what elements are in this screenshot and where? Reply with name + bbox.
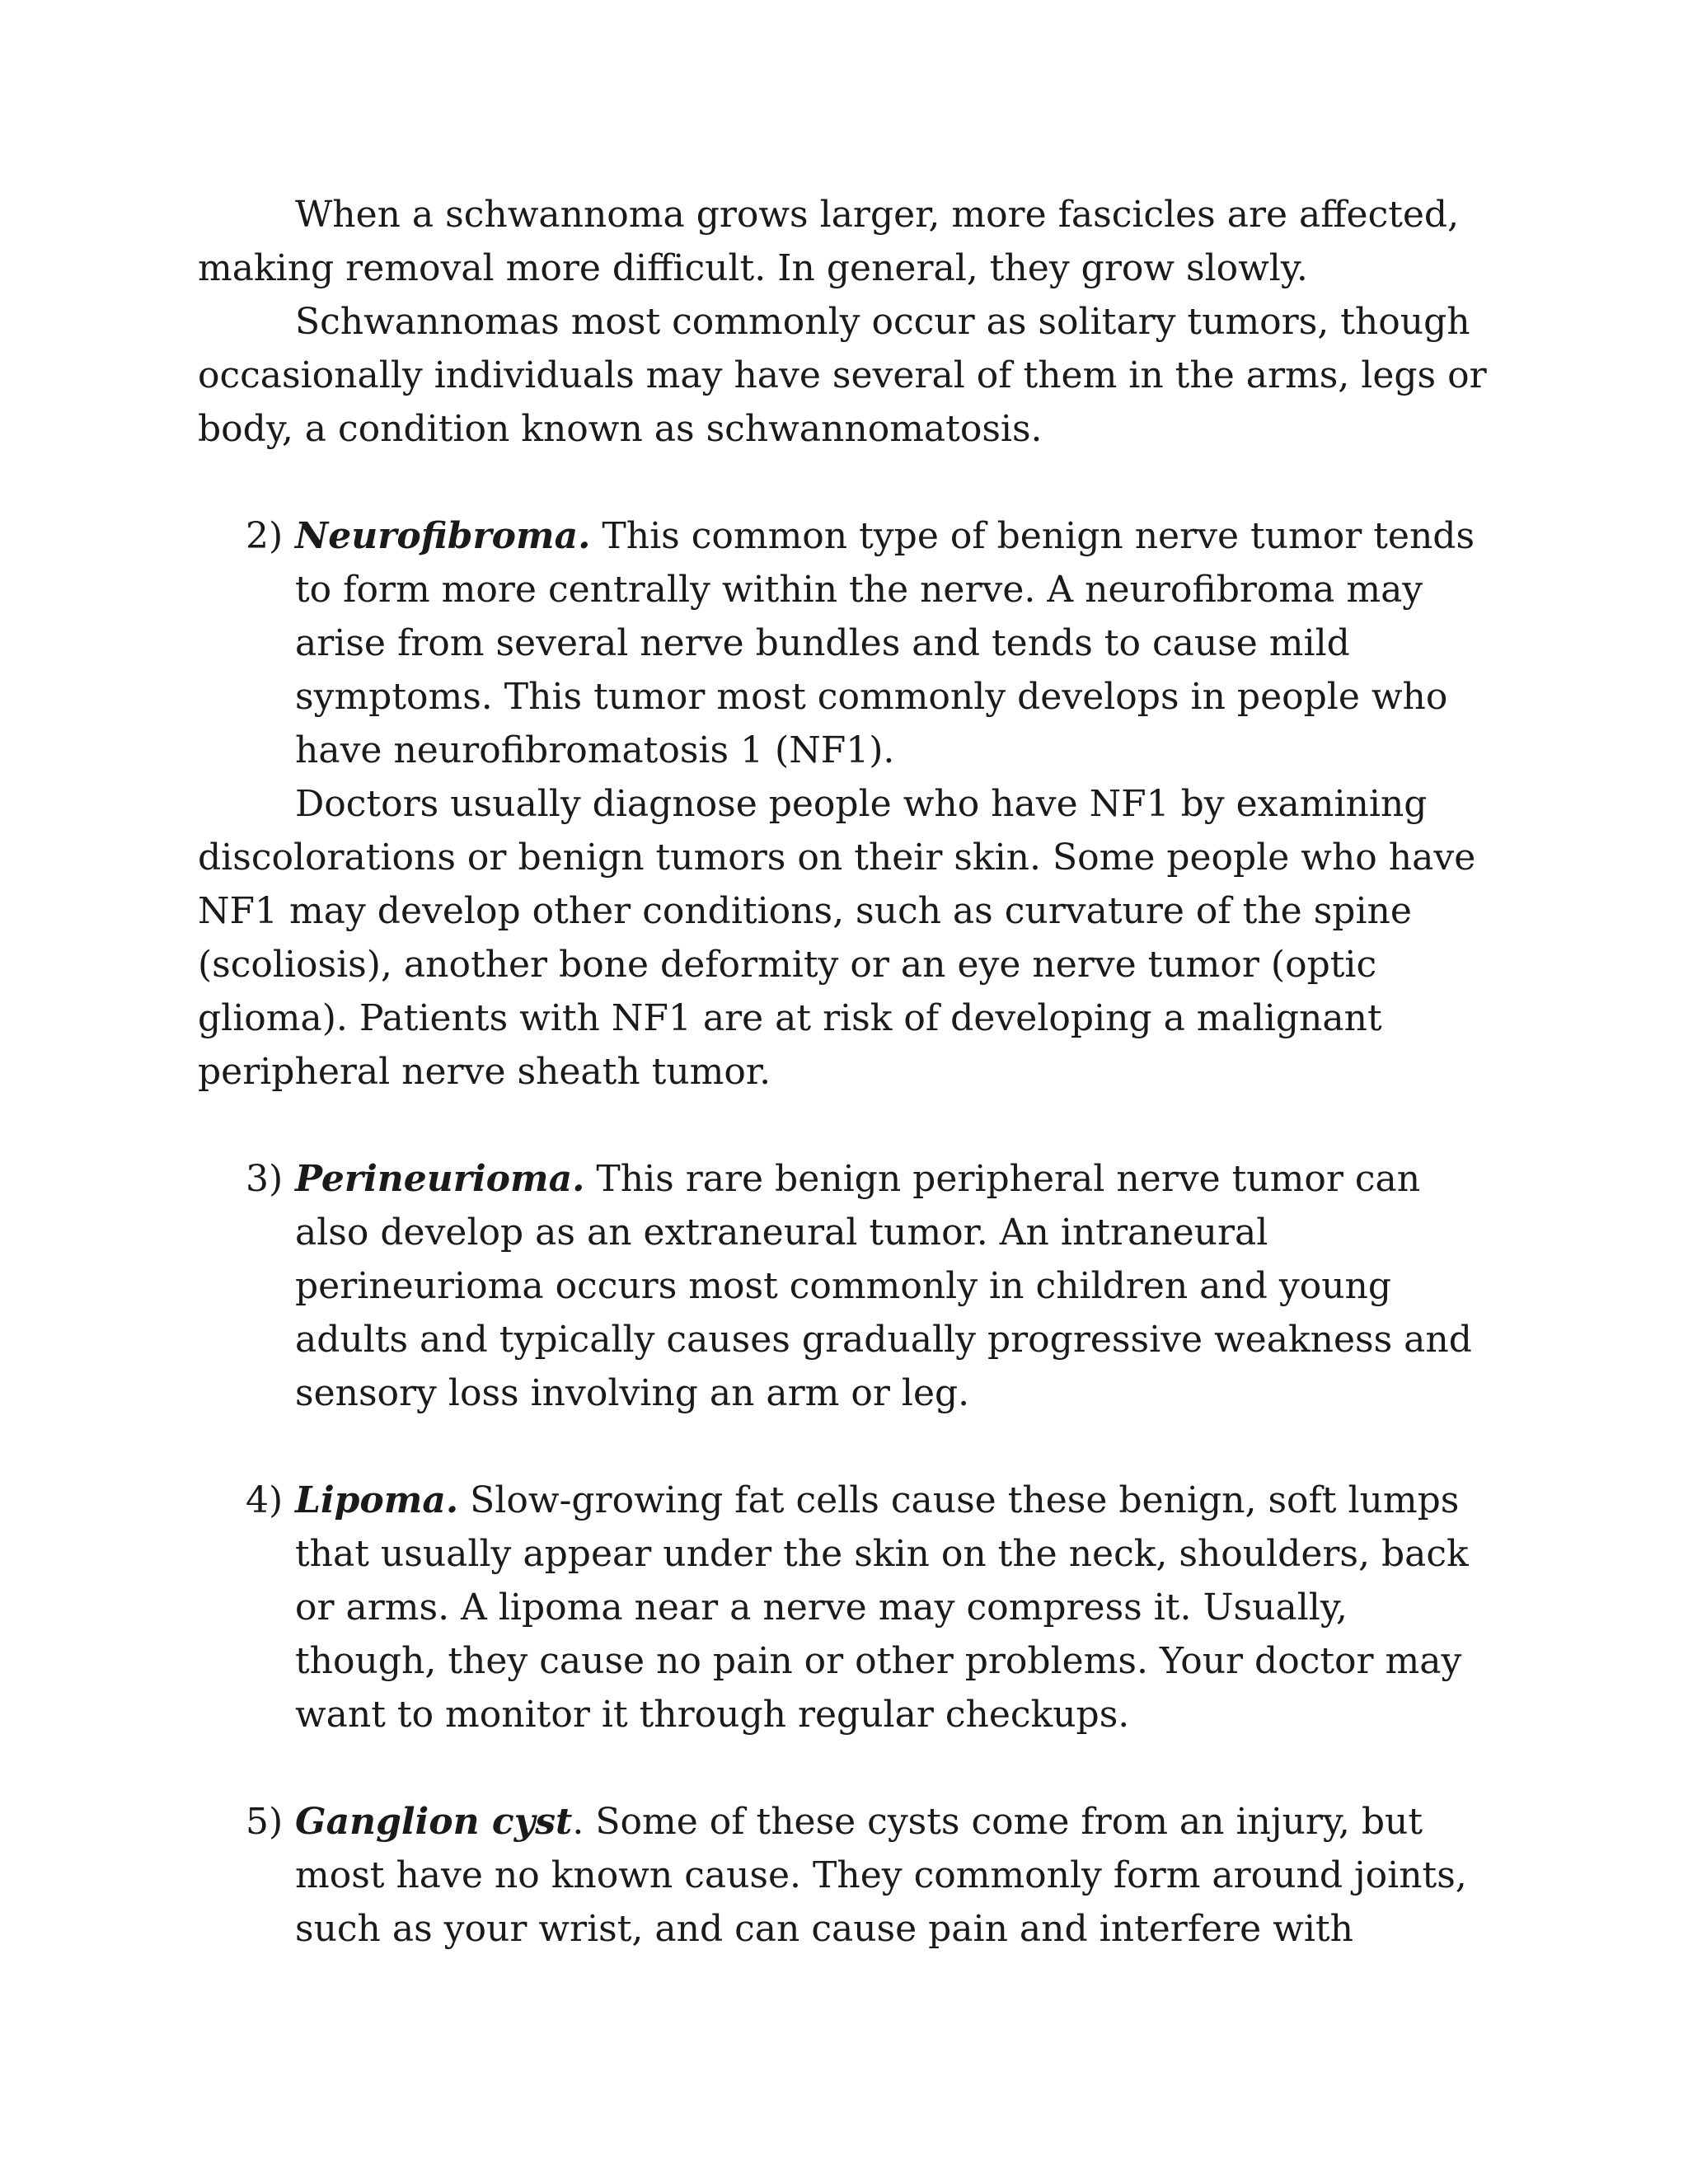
list-marker: 2) [246, 515, 284, 557]
description-perineurioma: This rare benign peripheral nerve tumor can also develop as an extraneural tumor. An intraneural perineurioma occurs most commonly in children and young adults and typically causes gradually progressive weakness and sensory loss involving an arm or leg. [295, 1158, 1472, 1414]
description-neurofibroma: This common type of benign nerve tumor tends to form more centrally within the nerve. A neurofibroma may arise from several nerve bundles and tends to cause mild symptoms. This tumor most commonly develops in people who have neurofibromatosis 1 (NF1). [295, 515, 1475, 771]
list-marker: 3) [246, 1158, 284, 1200]
spacer [198, 1099, 1500, 1152]
term-perineurioma: Perineurioma. [295, 1158, 585, 1200]
list-marker: 4) [246, 1479, 284, 1521]
list-item-perineurioma [198, 1152, 1500, 1420]
list-item-ganglion-cyst [198, 1795, 1500, 1956]
list-item-lipoma [198, 1474, 1500, 1741]
term-lipoma: Lipoma. [295, 1479, 459, 1521]
paragraph-schwannomatosis: Schwannomas most commonly occur as solitary tumors, though occasionally individuals may have several of them in the arms, legs or body, a condition known as schwannomatosis. [198, 301, 1487, 450]
document-page [198, 188, 1500, 1956]
paragraph-nf1: Doctors usually diagnose people who have NF1 by examining discolorations or benign tumors on their skin. Some people who have NF1 may develop other conditions, such as curvature of the spine (scoliosis), another bone deformity or an eye nerve tumor (optic glioma). Patients with NF1 are at risk of developing a malignant peripheral nerve sheath tumor. [198, 783, 1476, 1093]
term-neurofibroma: Neurofibroma. [295, 515, 591, 557]
term-ganglion-cyst: Ganglion cyst [295, 1801, 573, 1843]
list-marker: 5) [246, 1801, 284, 1843]
spacer [198, 456, 1500, 509]
paragraph-schwannoma-growth: When a schwannoma grows larger, more fascicles are affected, making removal more difficult. In general, they grow slowly. [198, 194, 1460, 289]
description-lipoma: Slow-growing fat cells cause these benign, soft lumps that usually appear under the skin on the neck, shoulders, back or arms. A lipoma near a nerve may compress it. Usually, though, they cause no pain or other problems. Your doctor may want to monitor it through regular checkups. [295, 1479, 1469, 1736]
list-item-neurofibroma [198, 509, 1500, 777]
description-ganglion-cyst: . Some of these cysts come from an injury, but most have no known cause. They commonly form around joints, such as your wrist, and can cause pain and interfere with [295, 1801, 1467, 1950]
spacer [198, 1741, 1500, 1795]
spacer [198, 1420, 1500, 1474]
